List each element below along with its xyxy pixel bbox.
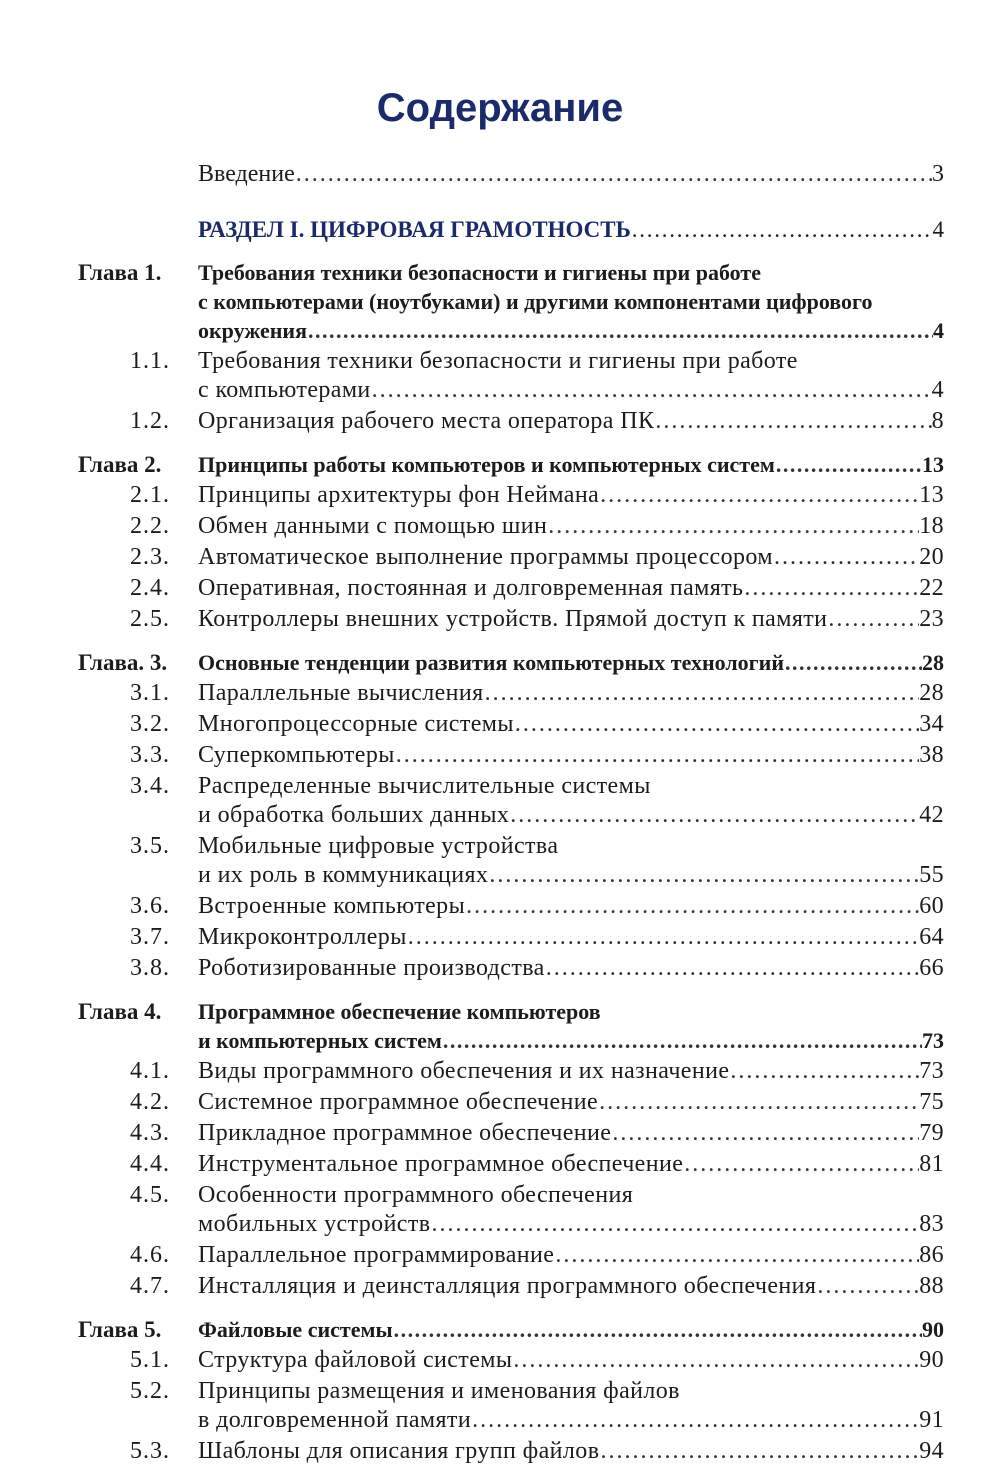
- toc-entry-number: Глава 2.: [78, 452, 162, 477]
- toc-entry-number: 4.5.: [130, 1182, 170, 1208]
- toc-entry-body: [198, 605, 944, 634]
- toc-entry-title: Особенности программного обеспечения: [198, 1182, 634, 1208]
- toc-entry-number: Глава. 3.: [78, 650, 168, 675]
- toc-entry-number: 3.8.: [130, 955, 170, 981]
- toc-page-number: 34: [919, 711, 944, 737]
- toc-entry-body: [198, 160, 944, 189]
- dot-leader: [784, 648, 922, 677]
- toc-entry-title: Организация рабочего места оператора ПК: [198, 408, 655, 434]
- toc-entry-part[interactable]: [78, 215, 944, 244]
- toc-page-number: 73: [919, 1058, 944, 1084]
- toc-entry-section[interactable]: [78, 1377, 944, 1435]
- toc-entry-section[interactable]: [78, 679, 944, 708]
- toc-entry-title: Требования техники безопасности и гигиены при работе: [198, 348, 798, 374]
- page-title: Содержание: [376, 86, 624, 130]
- toc-entry-line: [198, 481, 944, 510]
- toc-entry-body: [198, 407, 944, 436]
- dot-leader: [599, 1437, 919, 1466]
- dot-leader: [547, 512, 919, 541]
- dot-leader: [514, 710, 919, 739]
- toc-entry-line: [198, 710, 944, 739]
- dot-leader: [407, 923, 919, 952]
- toc-page-number: 94: [919, 1438, 944, 1464]
- toc-entry-section[interactable]: [78, 512, 944, 541]
- toc-entry-section[interactable]: [78, 1272, 944, 1301]
- toc-page-number: 18: [919, 513, 944, 539]
- toc-entry-section[interactable]: [78, 543, 944, 572]
- toc-page-number: 4: [931, 377, 944, 403]
- toc-page-number: 90: [919, 1347, 944, 1373]
- dot-leader: [395, 741, 919, 770]
- toc-page-number: 66: [919, 955, 944, 981]
- dot-leader: [512, 1346, 919, 1375]
- toc-entry-title: с компьютерами: [198, 377, 371, 403]
- toc-entry-section[interactable]: [78, 1088, 944, 1117]
- toc-entry-section[interactable]: [78, 954, 944, 983]
- dot-leader: [654, 407, 931, 436]
- toc-entry-body: [198, 1315, 944, 1344]
- toc-entry-title: Введение: [198, 161, 295, 187]
- toc-page-number: 13: [919, 482, 944, 508]
- toc-entry-body: [198, 772, 944, 830]
- toc-entry-section[interactable]: [78, 574, 944, 603]
- toc-entry-title: РАЗДЕЛ I. ЦИФРОВАЯ ГРАМОТНОСТЬ: [198, 217, 631, 242]
- toc-entry-line: [198, 954, 944, 983]
- toc-entry-title: Системное программное обеспечение: [198, 1089, 599, 1115]
- toc-entry-line: [198, 605, 944, 634]
- toc-entry-title: с компьютерами (ноутбуками) и другими компонентами цифрового: [198, 289, 873, 314]
- dot-leader: [743, 574, 919, 603]
- toc-entry-line: [198, 772, 944, 801]
- toc-entry-body: [198, 347, 944, 405]
- toc-entry-title: Контроллеры внешних устройств. Прямой доступ к памяти: [198, 606, 828, 632]
- toc-entry-title: Основные тенденции развития компьютерных технологий: [198, 650, 785, 675]
- toc-entry-section[interactable]: [78, 1057, 944, 1086]
- toc-entry-line: [198, 1315, 944, 1344]
- dot-leader: [430, 1210, 919, 1239]
- dot-leader: [683, 1150, 919, 1179]
- toc-entry-number: 2.5.: [130, 606, 170, 632]
- toc-entry-line: [198, 861, 944, 890]
- toc-entry-section[interactable]: [78, 1241, 944, 1270]
- toc-entry-title: и компьютерных систем: [198, 1028, 442, 1053]
- toc-entry-body: [198, 1057, 944, 1086]
- toc-entry-number: 2.3.: [130, 544, 170, 570]
- toc-entry-chapter[interactable]: [78, 648, 944, 677]
- dot-leader: [631, 215, 933, 244]
- toc-entry-title: Шаблоны для описания групп файлов: [198, 1438, 600, 1464]
- toc-entry-body: [198, 543, 944, 572]
- toc-entry-section[interactable]: [78, 605, 944, 634]
- toc-entry-line: [198, 543, 944, 572]
- dot-leader: [554, 1241, 919, 1270]
- toc-entry-line: [198, 1088, 944, 1117]
- toc-entry-number: 4.4.: [130, 1151, 170, 1177]
- toc-entry-line: [198, 923, 944, 952]
- toc-page-number: 86: [919, 1242, 944, 1268]
- toc-entry-title: Автоматическое выполнение программы процессором: [198, 544, 773, 570]
- toc-entry-title: Принципы работы компьютеров и компьютерных систем: [198, 452, 775, 477]
- toc-entry-title: Суперкомпьютеры: [198, 742, 395, 768]
- dot-leader: [488, 861, 919, 890]
- toc-entry-line: [198, 160, 944, 189]
- toc-entry-title: Распределенные вычислительные системы: [198, 773, 651, 799]
- dot-leader: [773, 543, 919, 572]
- toc-entry-line: [198, 287, 944, 316]
- toc-entry-number: 4.1.: [130, 1058, 170, 1084]
- toc-entry-title: Параллельное программирование: [198, 1242, 555, 1268]
- toc-entry-title: Принципы архитектуры фон Неймана: [198, 482, 600, 508]
- toc-entry-line: [198, 347, 944, 376]
- toc-entry-line: [198, 258, 944, 287]
- toc-entry-title: Прикладное программное обеспечение: [198, 1120, 612, 1146]
- toc-entry-body: [198, 481, 944, 510]
- toc-entry-number: Глава 1.: [78, 260, 162, 285]
- toc-entry-section[interactable]: [78, 1119, 944, 1148]
- toc-entry-line: [198, 1150, 944, 1179]
- toc-entry-line: [198, 648, 944, 677]
- toc-page-number: 79: [919, 1120, 944, 1146]
- dot-leader: [471, 1406, 919, 1435]
- dot-leader: [465, 892, 919, 921]
- toc-entry-line: [198, 215, 944, 244]
- toc-entry-section[interactable]: [78, 1150, 944, 1179]
- toc-page-number: 4: [932, 217, 944, 242]
- toc-entry-section[interactable]: [78, 347, 944, 405]
- toc-entry-section[interactable]: [78, 710, 944, 739]
- toc-entry-number: 4.7.: [130, 1273, 170, 1299]
- toc-entry-title: Принципы размещения и именования файлов: [198, 1378, 680, 1404]
- toc-entry-number: 3.3.: [130, 742, 170, 768]
- toc-entry-body: [198, 1150, 944, 1179]
- toc-entry-title: Параллельные вычисления: [198, 680, 484, 706]
- toc-entry-title: Виды программного обеспечения и их назначение: [198, 1058, 730, 1084]
- toc-entry-number: Глава 5.: [78, 1317, 162, 1342]
- toc-page-number: 13: [922, 452, 944, 477]
- toc-entry-body: [198, 1346, 944, 1375]
- toc-entry-section[interactable]: [78, 923, 944, 952]
- toc-entry-section[interactable]: [78, 741, 944, 770]
- toc-page-number: 73: [922, 1028, 944, 1053]
- toc-entry-body: [198, 574, 944, 603]
- toc-page-number: 8: [931, 408, 944, 434]
- toc-entry-section[interactable]: [78, 892, 944, 921]
- toc-page-number: 28: [922, 650, 944, 675]
- toc-entry-line: [198, 832, 944, 861]
- toc-entry-title: Микроконтроллеры: [198, 924, 407, 950]
- toc-entry-title: Обмен данными с помощью шин: [198, 513, 548, 539]
- toc-entry-number: 4.2.: [130, 1089, 170, 1115]
- toc-entry-body: [198, 679, 944, 708]
- toc-entry-number: 3.7.: [130, 924, 170, 950]
- toc-entry-line: [198, 997, 944, 1026]
- toc-entry-number: 1.1.: [130, 348, 170, 374]
- toc-entry-number: Глава 4.: [78, 999, 162, 1024]
- toc-entry-number: 1.2.: [130, 408, 170, 434]
- toc-entry-line: [198, 1406, 944, 1435]
- dot-leader: [484, 679, 920, 708]
- toc-entry-title: в долговременной памяти: [198, 1407, 472, 1433]
- toc-entry-line: [198, 1210, 944, 1239]
- toc-entry-line: [198, 1241, 944, 1270]
- toc-entry-line: [198, 1377, 944, 1406]
- toc-entry-body: [198, 741, 944, 770]
- toc-entry-body: [198, 648, 944, 677]
- toc-entry-line: [198, 512, 944, 541]
- toc-entry-number: 2.2.: [130, 513, 170, 539]
- toc-entry-title: и обработка больших данных: [198, 802, 510, 828]
- toc-entry-line: [198, 1437, 944, 1466]
- dot-leader: [442, 1026, 922, 1055]
- dot-leader: [307, 316, 933, 345]
- toc-entry-body: [198, 1119, 944, 1148]
- toc-page-number: 20: [919, 544, 944, 570]
- dot-leader: [775, 450, 922, 479]
- dot-leader: [598, 1088, 919, 1117]
- dot-leader: [545, 954, 919, 983]
- toc-entry-body: [198, 258, 944, 345]
- toc-entry-title: Оперативная, постоянная и долговременная память: [198, 575, 744, 601]
- toc-entry-number: 5.1.: [130, 1347, 170, 1373]
- toc-entry-line: [198, 1181, 944, 1210]
- toc-entry-title: Инсталляция и деинсталляция программного обеспечения: [198, 1273, 817, 1299]
- toc-entry-number: 4.6.: [130, 1242, 170, 1268]
- toc-page-number: 55: [919, 862, 944, 888]
- toc-entry-title: Многопроцессорные системы: [198, 711, 514, 737]
- toc-page-number: 22: [919, 575, 944, 601]
- toc-entry-title: Роботизированные производства: [198, 955, 545, 981]
- toc-entry-number: 3.5.: [130, 833, 170, 859]
- dot-leader: [729, 1057, 919, 1086]
- toc-entry-section[interactable]: [78, 772, 944, 830]
- toc-entry-chapter[interactable]: [78, 1315, 944, 1344]
- toc-entry-title: Мобильные цифровые устройства: [198, 833, 559, 859]
- toc-page-number: 90: [922, 1317, 944, 1342]
- toc-entry-number: 4.3.: [130, 1120, 170, 1146]
- toc-entry-body: [198, 215, 944, 244]
- dot-leader: [599, 481, 919, 510]
- toc-entry-title: и их роль в коммуникациях: [198, 862, 489, 888]
- toc-entry-number: [78, 160, 198, 189]
- toc-page-number: 28: [919, 680, 944, 706]
- toc-entry-section[interactable]: [78, 1181, 944, 1239]
- table-of-contents: [78, 160, 944, 1466]
- toc-entry-chapter[interactable]: [78, 997, 944, 1055]
- toc-entry-line: [198, 376, 944, 405]
- toc-entry-body: [198, 1377, 944, 1435]
- toc-entry-body: [198, 832, 944, 890]
- toc-entry-number: 3.1.: [130, 680, 170, 706]
- toc-page-number: 4: [933, 318, 944, 343]
- toc-page-number: 42: [919, 802, 944, 828]
- toc-entry-number: 3.6.: [130, 893, 170, 919]
- toc-entry-section[interactable]: [78, 1346, 944, 1375]
- dot-leader: [371, 376, 932, 405]
- toc-entry-number: 3.2.: [130, 711, 170, 737]
- toc-entry-body: [198, 1241, 944, 1270]
- toc-page-number: 75: [919, 1089, 944, 1115]
- toc-entry-title: Инструментальное программное обеспечение: [198, 1151, 684, 1177]
- toc-entry-intro[interactable]: [78, 160, 944, 189]
- toc-entry-number: [78, 215, 198, 244]
- toc-entry-line: [198, 801, 944, 830]
- toc-entry-title: Программное обеспечение компьютеров: [198, 999, 601, 1024]
- toc-entry-line: [198, 892, 944, 921]
- toc-entry-line: [198, 574, 944, 603]
- dot-leader: [827, 605, 919, 634]
- dot-leader: [393, 1315, 922, 1344]
- toc-entry-line: [198, 316, 944, 345]
- toc-entry-body: [198, 954, 944, 983]
- toc-entry-number: 5.2.: [130, 1378, 170, 1404]
- toc-page-number: 88: [919, 1273, 944, 1299]
- toc-entry-body: [198, 892, 944, 921]
- toc-page-number: 81: [919, 1151, 944, 1177]
- toc-entry-line: [198, 679, 944, 708]
- toc-page-number: 60: [919, 893, 944, 919]
- toc-entry-chapter[interactable]: [78, 258, 944, 345]
- toc-page-number: 64: [919, 924, 944, 950]
- toc-entry-line: [198, 1057, 944, 1086]
- toc-entry-body: [198, 1272, 944, 1301]
- toc-entry-number: 2.1.: [130, 482, 170, 508]
- toc-entry-number: 3.4.: [130, 773, 170, 799]
- toc-page-number: 23: [919, 606, 944, 632]
- toc-entry-title: Требования техники безопасности и гигиены при работе: [198, 260, 761, 285]
- dot-leader: [295, 160, 932, 189]
- toc-entry-line: [198, 1119, 944, 1148]
- toc-entry-number: 2.4.: [130, 575, 170, 601]
- toc-entry-line: [198, 1272, 944, 1301]
- toc-entry-line: [198, 450, 944, 479]
- toc-entry-body: [198, 450, 944, 479]
- toc-entry-body: [198, 1437, 944, 1466]
- toc-page-number: 91: [919, 1407, 944, 1433]
- toc-entry-section[interactable]: [78, 481, 944, 510]
- toc-entry-body: [198, 1181, 944, 1239]
- toc-entry-body: [198, 997, 944, 1055]
- toc-entry-body: [198, 923, 944, 952]
- toc-entry-line: [198, 407, 944, 436]
- toc-page-number: 38: [919, 742, 944, 768]
- toc-entry-section[interactable]: [78, 832, 944, 890]
- toc-entry-body: [198, 512, 944, 541]
- toc-page-number: 83: [919, 1211, 944, 1237]
- dot-leader: [509, 801, 919, 830]
- toc-page-number: 3: [932, 161, 944, 187]
- toc-entry-section[interactable]: [78, 1437, 944, 1466]
- toc-entry-title: Встроенные компьютеры: [198, 893, 466, 919]
- toc-entry-line: [198, 1346, 944, 1375]
- toc-entry-title: окружения: [198, 318, 308, 343]
- toc-entry-line: [198, 1026, 944, 1055]
- toc-entry-title: мобильных устройств: [198, 1211, 431, 1237]
- toc-entry-body: [198, 710, 944, 739]
- toc-entry-number: 5.3.: [130, 1438, 170, 1464]
- toc-entry-line: [198, 741, 944, 770]
- toc-entry-title: Структура файловой системы: [198, 1347, 513, 1373]
- toc-entry-section[interactable]: [78, 407, 944, 436]
- dot-leader: [611, 1119, 919, 1148]
- toc-entry-body: [198, 1088, 944, 1117]
- toc-entry-chapter[interactable]: [78, 450, 944, 479]
- toc-entry-title: Файловые системы: [198, 1317, 393, 1342]
- dot-leader: [816, 1272, 919, 1301]
